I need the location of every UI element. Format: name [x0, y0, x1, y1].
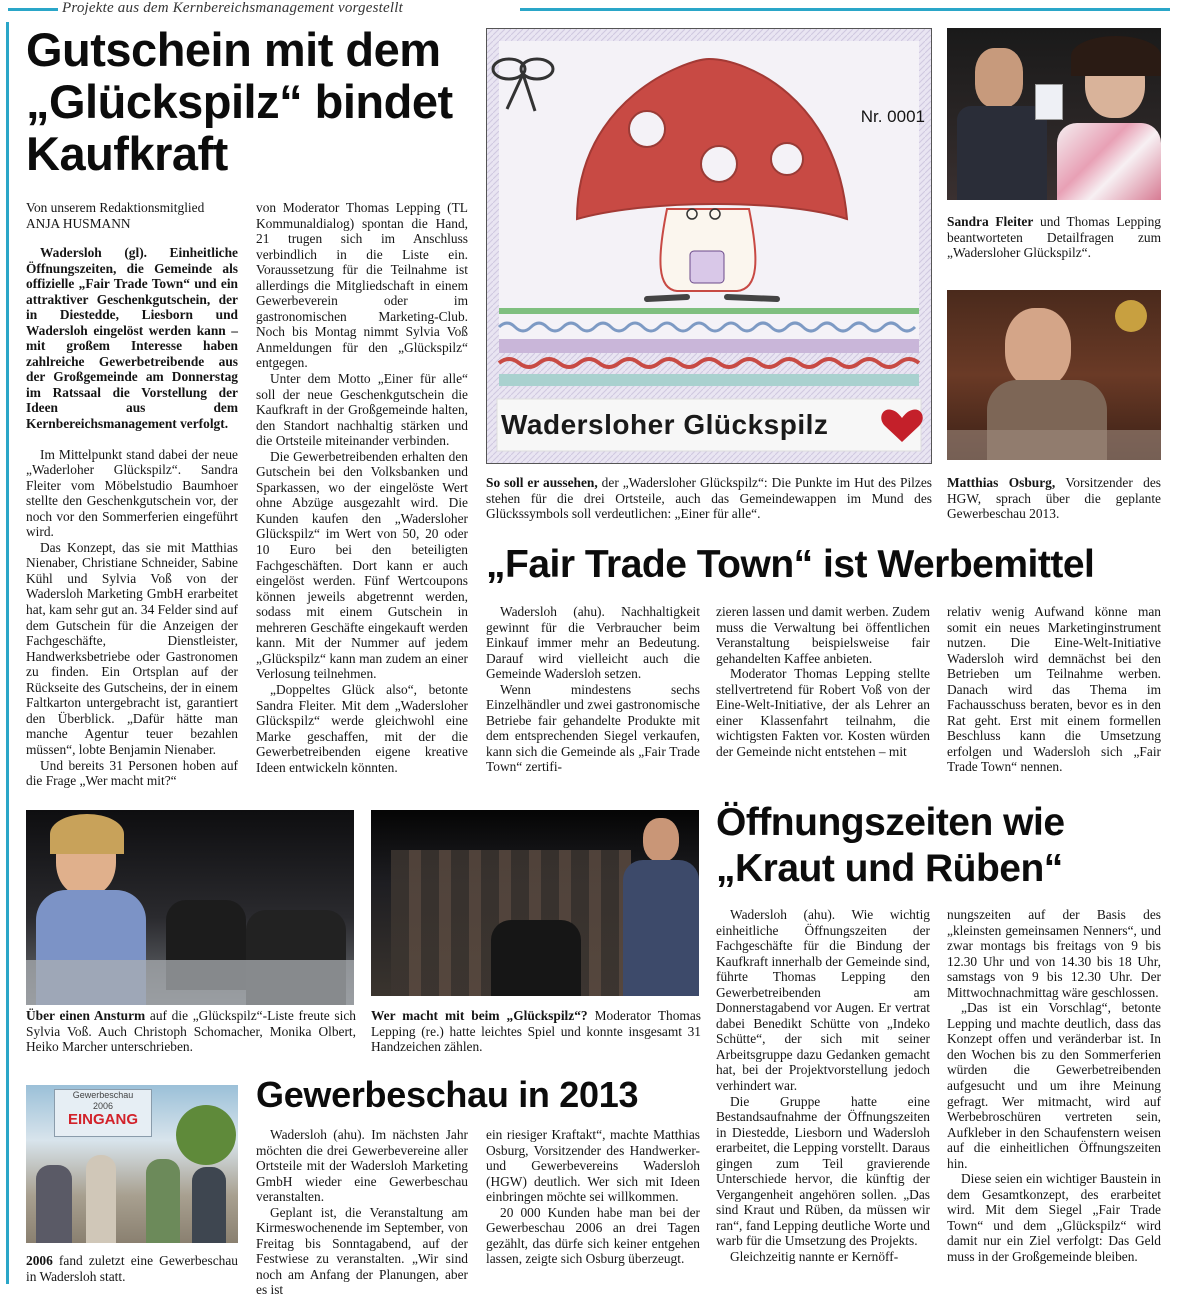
caption-lead: Über einen Ansturm	[26, 1008, 146, 1023]
article3-paragraph: „Das ist ein Vorschlag“, betonte Lepping und machte deutlich, dass das Konzept offen und veränderbar ist. In den Wochen bis zu den Sommerferien würden die Gewerbetreibenden aufgesucht und um ihre Meinung gefragt. Wer mitmacht, wird auf Werbebroschüren vertreten sein, Aufkleber in den Schaufenstern weisen auf die einheitlichen Öffnungszeiten hin.	[947, 1000, 1161, 1171]
article3-headline: Öffnungszeiten wie „Kraut und Rüben“	[716, 801, 1065, 890]
article4-column-1	[256, 1127, 468, 1298]
photo-gewerbeschau-2006	[26, 1085, 238, 1243]
byline-author: ANJA HUSMANN	[26, 215, 131, 231]
article3-paragraph: nungszeiten auf der Basis des „kleinsten gemeinsamen Nenners“, und zwar montags bis freitags von 9 bis 12.30 Uhr und von 14.30 bis 18 Uhr, samstags von 9 bis 12.30 Uhr. Der Mittwochnachmittag wäre geschlossen.	[947, 907, 1161, 1000]
article2-column-3	[947, 604, 1161, 775]
article4-paragraph: Wadersloh (ahu). Im nächsten Jahr möchten die drei Gewerbevereine aller Ortsteile mit der Wadersloh Marketing GmbH wieder eine Gewerbeschau veranstalten.	[256, 1127, 468, 1205]
sign-line-1: Gewerbeschau	[72, 1090, 134, 1100]
article1-paragraph: von Moderator Thomas Lepping (TL Kommunaldialog) spontan die Hand, 21 trugen sich im Anschluss verbindlich in die Liste ein. Voraussetzung für die Teilnahme ist allerdings die Mitgliedschaft in einem Gewerbeverein oder im gastronomischen Marketing-Club. Noch bis Montag nimmt Sylvia Voß Anmeldungen für den „Glückspilz“ entgegen.	[256, 200, 468, 371]
article4-paragraph: Geplant ist, die Veranstaltung am Kirmeswochenende im September, von Freitag bis Sonntagabend, auf der Festwiese zu veranstalten. „Wir sind noch am Anfang der Planungen, aber es ist	[256, 1204, 468, 1298]
voucher-brand: Wadersloher Glückspilz	[501, 409, 829, 440]
article3-paragraph: Gleichzeitig nannte er Kernöff-	[730, 1249, 899, 1265]
photo-wer-macht-mit	[371, 810, 699, 996]
left-accent-line	[6, 22, 9, 1284]
kicker-rule-left	[8, 8, 58, 11]
article1-column-2	[256, 200, 468, 775]
article1-paragraph: Im Mittelpunkt stand dabei der neue „Waderloher Glückspilz“. Sandra Fleiter vom Möbelstudio Baumhoer stellte den Geschenkgutschein vor, der noch vor den Sommerferien eingeführt wird.	[26, 446, 238, 540]
caption-text: auf die „Glückspilz“-Liste freute sich Sylvia Voß. Auch Christoph Schomacher, Monika Olbert, Heiko Marcher unterschrieben.	[26, 1008, 356, 1054]
article2-headline: „Fair Trade Town“ ist Werbemittel	[486, 543, 1095, 586]
ansturm-caption	[26, 1008, 356, 1055]
article1-headline: Gutschein mit dem „Glückspilz“ bindet Kaufkraft	[26, 23, 453, 180]
sign-line-3: EINGANG	[67, 1111, 138, 1128]
article3-paragraph: Diese seien ein wichtiger Baustein in dem Gesamtkonzept, des erarbeitet wird. Mit dem Siegel „Fair Trade Town“ und dem „Glückspilz“ wird damit nur ein Ziel verfolgt: Das Geld muss in der Großgemeinde bleiben.	[947, 1171, 1161, 1265]
wer-caption	[371, 1008, 701, 1055]
photo-ansturm	[26, 810, 354, 1005]
article3-column-2	[947, 907, 1161, 1265]
article3-paragraph: Wadersloh (ahu). Wie wichtig einheitliche Öffnungszeiten der Fachgeschäfte für die Bindung der Kaufkraft innerhalb der Gemeinde sind, führte Thomas Lepping den Gewerbetreibenden am Donnerstagabend vor Augen. Er vertrat dabei Benedikt Schütte von „Indeko Schütte“, der sich mit seiner Arbeitsgruppe dazu Gedanken gemacht hat, bei der Projektvorstellung jedoch verhindert war.	[716, 907, 930, 1094]
section-kicker: Projekte aus dem Kernbereichsmanagement vorgestellt	[62, 0, 403, 16]
entrance-sign	[54, 1089, 152, 1137]
caption-lead: Sandra Fleiter	[947, 214, 1034, 229]
article2-paragraph: relativ wenig Aufwand könne man somit ein neues Marketinginstrument nutzen. Die Eine-Welt-Initiative Wadersloh wird demnächst bei den Betrieben um Teilnahme werben. Danach wird das Thema im Fachausschuss beraten, bevor es in den Rat geht. Erst mit einem formellen Beschluss kann die Umsetzung erfolgen und Wadersloh sich „Fair Trade Town“ nennen.	[947, 604, 1161, 775]
voucher-illustration	[486, 28, 932, 464]
article2-paragraph: Wadersloh (ahu). Nachhaltigkeit gewinnt für die Verbraucher beim Einkauf immer mehr an Bedeutung. Darauf wird vielleicht auch die Gemeinde Wadersloh setzen.	[486, 604, 700, 682]
article2-paragraph: Wenn mindestens sechs Einzelhändler und zwei gastronomische Betriebe fair gehandelte Produkte mit dem entsprechenden Siegel verkaufen, kann sich die Gemeinde als „Fair Trade Town“ zertifi-	[486, 681, 700, 775]
caption-text: fand zuletzt eine Gewerbeschau in Wadersloh statt.	[26, 1253, 238, 1284]
fleiter-caption	[947, 214, 1161, 261]
article1-paragraph: Die Gewerbetreibenden erhalten den Gutschein bei den Volksbanken und Sparkassen, wo der eingelöste Wert ohne Abzüge ausgezahlt wird. Die Kunden kaufen den „Wadersloher Glückspilz“ im Wert von 50, 20 oder 10 Euro bei den beteiligten Fachgeschäften. Dort kann er auch eingelöst werden. Fünf Wertcoupons können jeweils abgetrennt werden, sodass mit einem Gutschein in mehreren Geschäfte eingekauft werden kann. Mit der Nummer auf jedem „Glückspilz“ kann man zudem an einer Verlosung teilnehmen.	[256, 448, 468, 682]
article4-paragraph: 20 000 Kunden habe man bei der Gewerbeschau 2006 an drei Tagen gezählt, das dürfe sich keiner entgehen lassen, zeigte sich Osburg überzeugt.	[486, 1204, 700, 1267]
article1-paragraph: Unter dem Motto „Einer für alle“ soll der neue Geschenkgutschein die Kaufkraft in der Großgemeinde halten, den Standort nachhaltig stärken und die Ortsteile miteinander verbinden.	[256, 371, 468, 449]
photo-osburg	[947, 290, 1161, 460]
gewerbeschau-caption	[26, 1253, 238, 1284]
byline-line-1: Von unserem Redaktionsmitglied	[26, 200, 205, 215]
caption-lead: Matthias Osburg,	[947, 475, 1056, 490]
article2-column-2	[716, 604, 930, 759]
article3-paragraph: Die Gruppe hatte eine Bestandsaufnahme der Öffnungszeiten in Diestedde, Liesborn und Wadersloh erarbeitet, die Lepping vorstellt. Daraus gingen zum Teil gravierende Unterschiede hervor, die künftig der Vergangenheit angehören sollen. „Das sind Kraut und Rüben, da müssen wir ran“, fand Lepping deutliche Worte und warb für die Umsetzung des Projekts.	[716, 1093, 930, 1249]
article4-headline: Gewerbeschau in 2013	[256, 1074, 639, 1115]
article2-paragraph: Moderator Thomas Lepping stellte stellvertretend für Robert Voß von der Eine-Welt-Initiative, der als Lehrer an einer Klassenfahrt teilnahm, die wichtigsten Fakten vor. Kosten würden der Gemeinde nicht entstehen – mit	[716, 666, 930, 759]
article1-byline	[26, 200, 238, 231]
caption-lead: So soll er aussehen,	[486, 475, 598, 490]
caption-text: und Thomas Lepping beantworteten Detailfragen zum „Wadersloher Glückspilz“.	[947, 214, 1162, 260]
photo-fleiter-lepping	[947, 28, 1161, 200]
article3-column-1	[716, 907, 930, 1265]
caption-text: Moderator Thomas Lepping (re.) hatte leichtes Spiel und konnte insgesamt 31 Handzeichen zählen.	[371, 1008, 701, 1054]
caption-lead: 2006	[26, 1253, 53, 1268]
article1-paragraph: „Doppeltes Glück also“, betonte Sandra Fleiter. Mit dem „Wadersloher Glückspilz“ werde gleichwohl eine Marke geschaffen, mit der die Gewerbetreibenden eigene kreative Ideen entwickeln könnten.	[256, 681, 468, 775]
article1-paragraph: Das Konzept, das sie mit Matthias Nienaber, Christiane Schneider, Sabine Kühl und Sylvia Voß von der Wadersloh Marketing GmbH erarbeitet hat, kam sehr gut an. 34 Felder sind auf dem Gutschein für die Anzeigen der Fachgeschäfte, Dienstleister, Handwerksbetriebe oder Gastronomen zu finden. Ein Ortsplan auf der Rückseite des Gutscheins, der in einem Faltkarton untergebracht ist, garantiert den Überblick. „Dafür hätte man manche Agentur teuer bezahlen müssen“, lobte Benjamin Nienaber.	[26, 539, 238, 757]
caption-lead: Wer macht mit beim „Glückspilz“?	[371, 1008, 588, 1023]
section-kicker-bar	[0, 0, 1179, 22]
voucher-number: Nr. 0001	[860, 107, 925, 126]
sign-line-2: 2006	[92, 1101, 114, 1111]
osburg-caption	[947, 475, 1161, 522]
article2-column-1	[486, 604, 700, 775]
caption-text: der „Wadersloher Glückspilz“: Die Punkte im Hut des Pilzes stehen für die drei Ortsteile, auch das Gemeindewappen im Mund des Glückssymbols soll verdeutlichen: „Einer für alle“.	[486, 475, 932, 521]
article1-lead: Wadersloh (gl). Einheitliche Öffnungszeiten, die Gemeinde als offizielle „Fair Trade Town“ und ein attraktiver Geschenkgutschein, der in Diestedde, Liesborn und Wadersloh eingelöst werden kann – mit großem Interesse haben zahlreiche Gewerbetreibende aus der Großgemeinde am Donnerstag im Ratssaal die Vorstellung der Ideen aus dem Kernbereichsmanagement verfolgt.	[26, 245, 238, 432]
article4-column-2	[486, 1127, 700, 1267]
article1-column-1	[26, 200, 238, 789]
glueckspilz-drawing	[487, 29, 931, 463]
voucher-caption	[486, 475, 932, 522]
article1-paragraph: Und bereits 31 Personen hoben auf die Frage „Wer macht mit?“	[26, 757, 238, 789]
kicker-rule-right	[520, 8, 1170, 11]
article4-paragraph: ein riesiger Kraftakt“, machte Matthias Osburg, Vorsitzender des Handwerker- und Gewerbevereins Wadersloh (HGW) deutlich. Wer sich mit Ideen einbringen möchte sei willkommen.	[486, 1127, 700, 1205]
caption-text: Vorsitzender des HGW, sprach über die geplante Gewerbeschau 2013.	[947, 475, 1162, 521]
article2-paragraph: zieren lassen und damit werben. Zudem muss die Verwaltung bei öffentlichen Veranstaltung beispielsweise fair gehandelten Kaffee anbieten.	[716, 604, 930, 666]
